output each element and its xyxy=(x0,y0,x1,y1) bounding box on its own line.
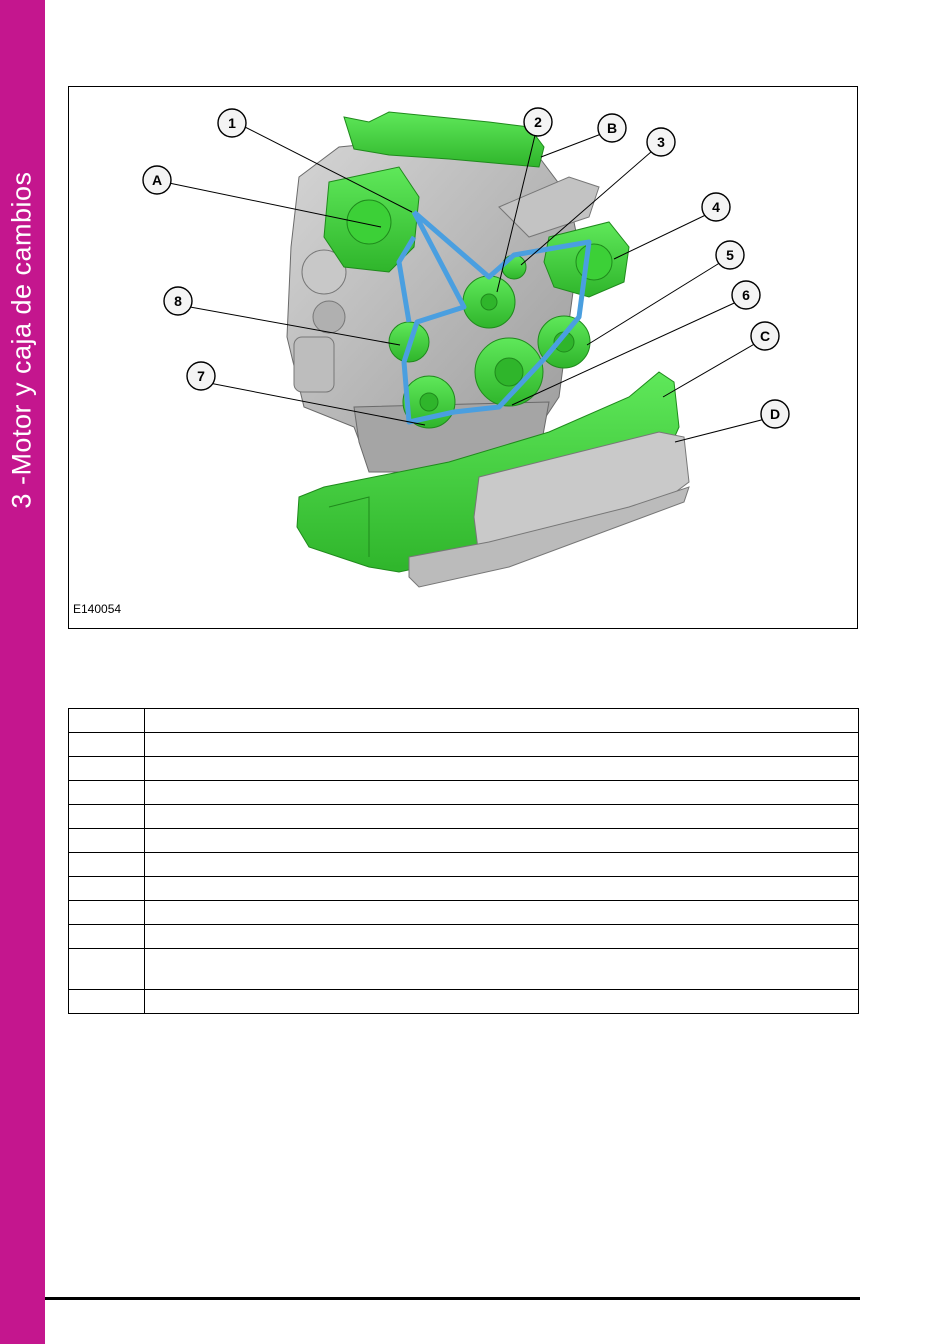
callout-a xyxy=(143,166,171,194)
table-row xyxy=(69,990,859,1014)
engine-figure xyxy=(68,86,858,629)
svg-text:C: C xyxy=(759,328,771,344)
svg-text:1: 1 xyxy=(228,115,236,131)
legend-ref-cell xyxy=(69,901,145,925)
legend-ref-cell xyxy=(69,757,145,781)
legend-ref-cell xyxy=(69,733,145,757)
table-row xyxy=(69,781,859,805)
svg-text:D: D xyxy=(769,406,781,422)
callout-1 xyxy=(218,109,246,137)
engine-illustration xyxy=(69,87,859,630)
svg-text:6: 6 xyxy=(742,287,750,303)
legend-desc-cell xyxy=(145,853,859,877)
table-row xyxy=(69,901,859,925)
callout-5 xyxy=(716,241,744,269)
legend-ref-cell xyxy=(69,781,145,805)
legend-desc-cell xyxy=(145,757,859,781)
legend-desc-cell xyxy=(145,709,859,733)
callout-4 xyxy=(702,193,730,221)
legend-ref-cell xyxy=(69,990,145,1014)
svg-text:7: 7 xyxy=(197,368,205,384)
footer-rule xyxy=(45,1297,860,1300)
callout-7 xyxy=(187,362,215,390)
legend-ref-cell xyxy=(69,925,145,949)
legend-desc-cell xyxy=(145,949,859,990)
legend-ref-cell xyxy=(69,709,145,733)
figure-id: E140054 xyxy=(73,602,122,616)
legend-desc-cell xyxy=(145,901,859,925)
table-row xyxy=(69,733,859,757)
callout-c xyxy=(751,322,779,350)
table-row xyxy=(69,877,859,901)
svg-text:2: 2 xyxy=(534,114,542,130)
callout-d xyxy=(761,400,789,428)
svg-text:B: B xyxy=(606,120,618,136)
callout-3 xyxy=(647,128,675,156)
legend-desc-cell xyxy=(145,990,859,1014)
callout-8 xyxy=(164,287,192,315)
table-row xyxy=(69,853,859,877)
legend-table xyxy=(68,708,859,1014)
legend-desc-cell xyxy=(145,733,859,757)
legend-desc-cell xyxy=(145,781,859,805)
table-row xyxy=(69,949,859,990)
table-row xyxy=(69,757,859,781)
legend-desc-cell xyxy=(145,877,859,901)
legend-ref-cell xyxy=(69,853,145,877)
table-row xyxy=(69,925,859,949)
legend-ref-cell xyxy=(69,949,145,990)
callout-2 xyxy=(524,108,552,136)
legend-desc-cell xyxy=(145,829,859,853)
table-row xyxy=(69,829,859,853)
legend-ref-cell xyxy=(69,877,145,901)
svg-text:3: 3 xyxy=(657,134,665,150)
section-side-tab xyxy=(0,0,45,1344)
table-row xyxy=(69,709,859,733)
svg-text:4: 4 xyxy=(712,199,720,215)
svg-text:A: A xyxy=(151,172,163,188)
svg-text:5: 5 xyxy=(726,247,734,263)
legend-desc-cell xyxy=(145,925,859,949)
legend-ref-cell xyxy=(69,829,145,853)
table-row xyxy=(69,805,859,829)
section-title: 3 -Motor y caja de cambios xyxy=(6,171,37,509)
legend-desc-cell xyxy=(145,805,859,829)
svg-text:8: 8 xyxy=(174,293,182,309)
callout-b xyxy=(598,114,626,142)
pulley-2 xyxy=(463,276,515,328)
callout-6 xyxy=(732,281,760,309)
legend-ref-cell xyxy=(69,805,145,829)
